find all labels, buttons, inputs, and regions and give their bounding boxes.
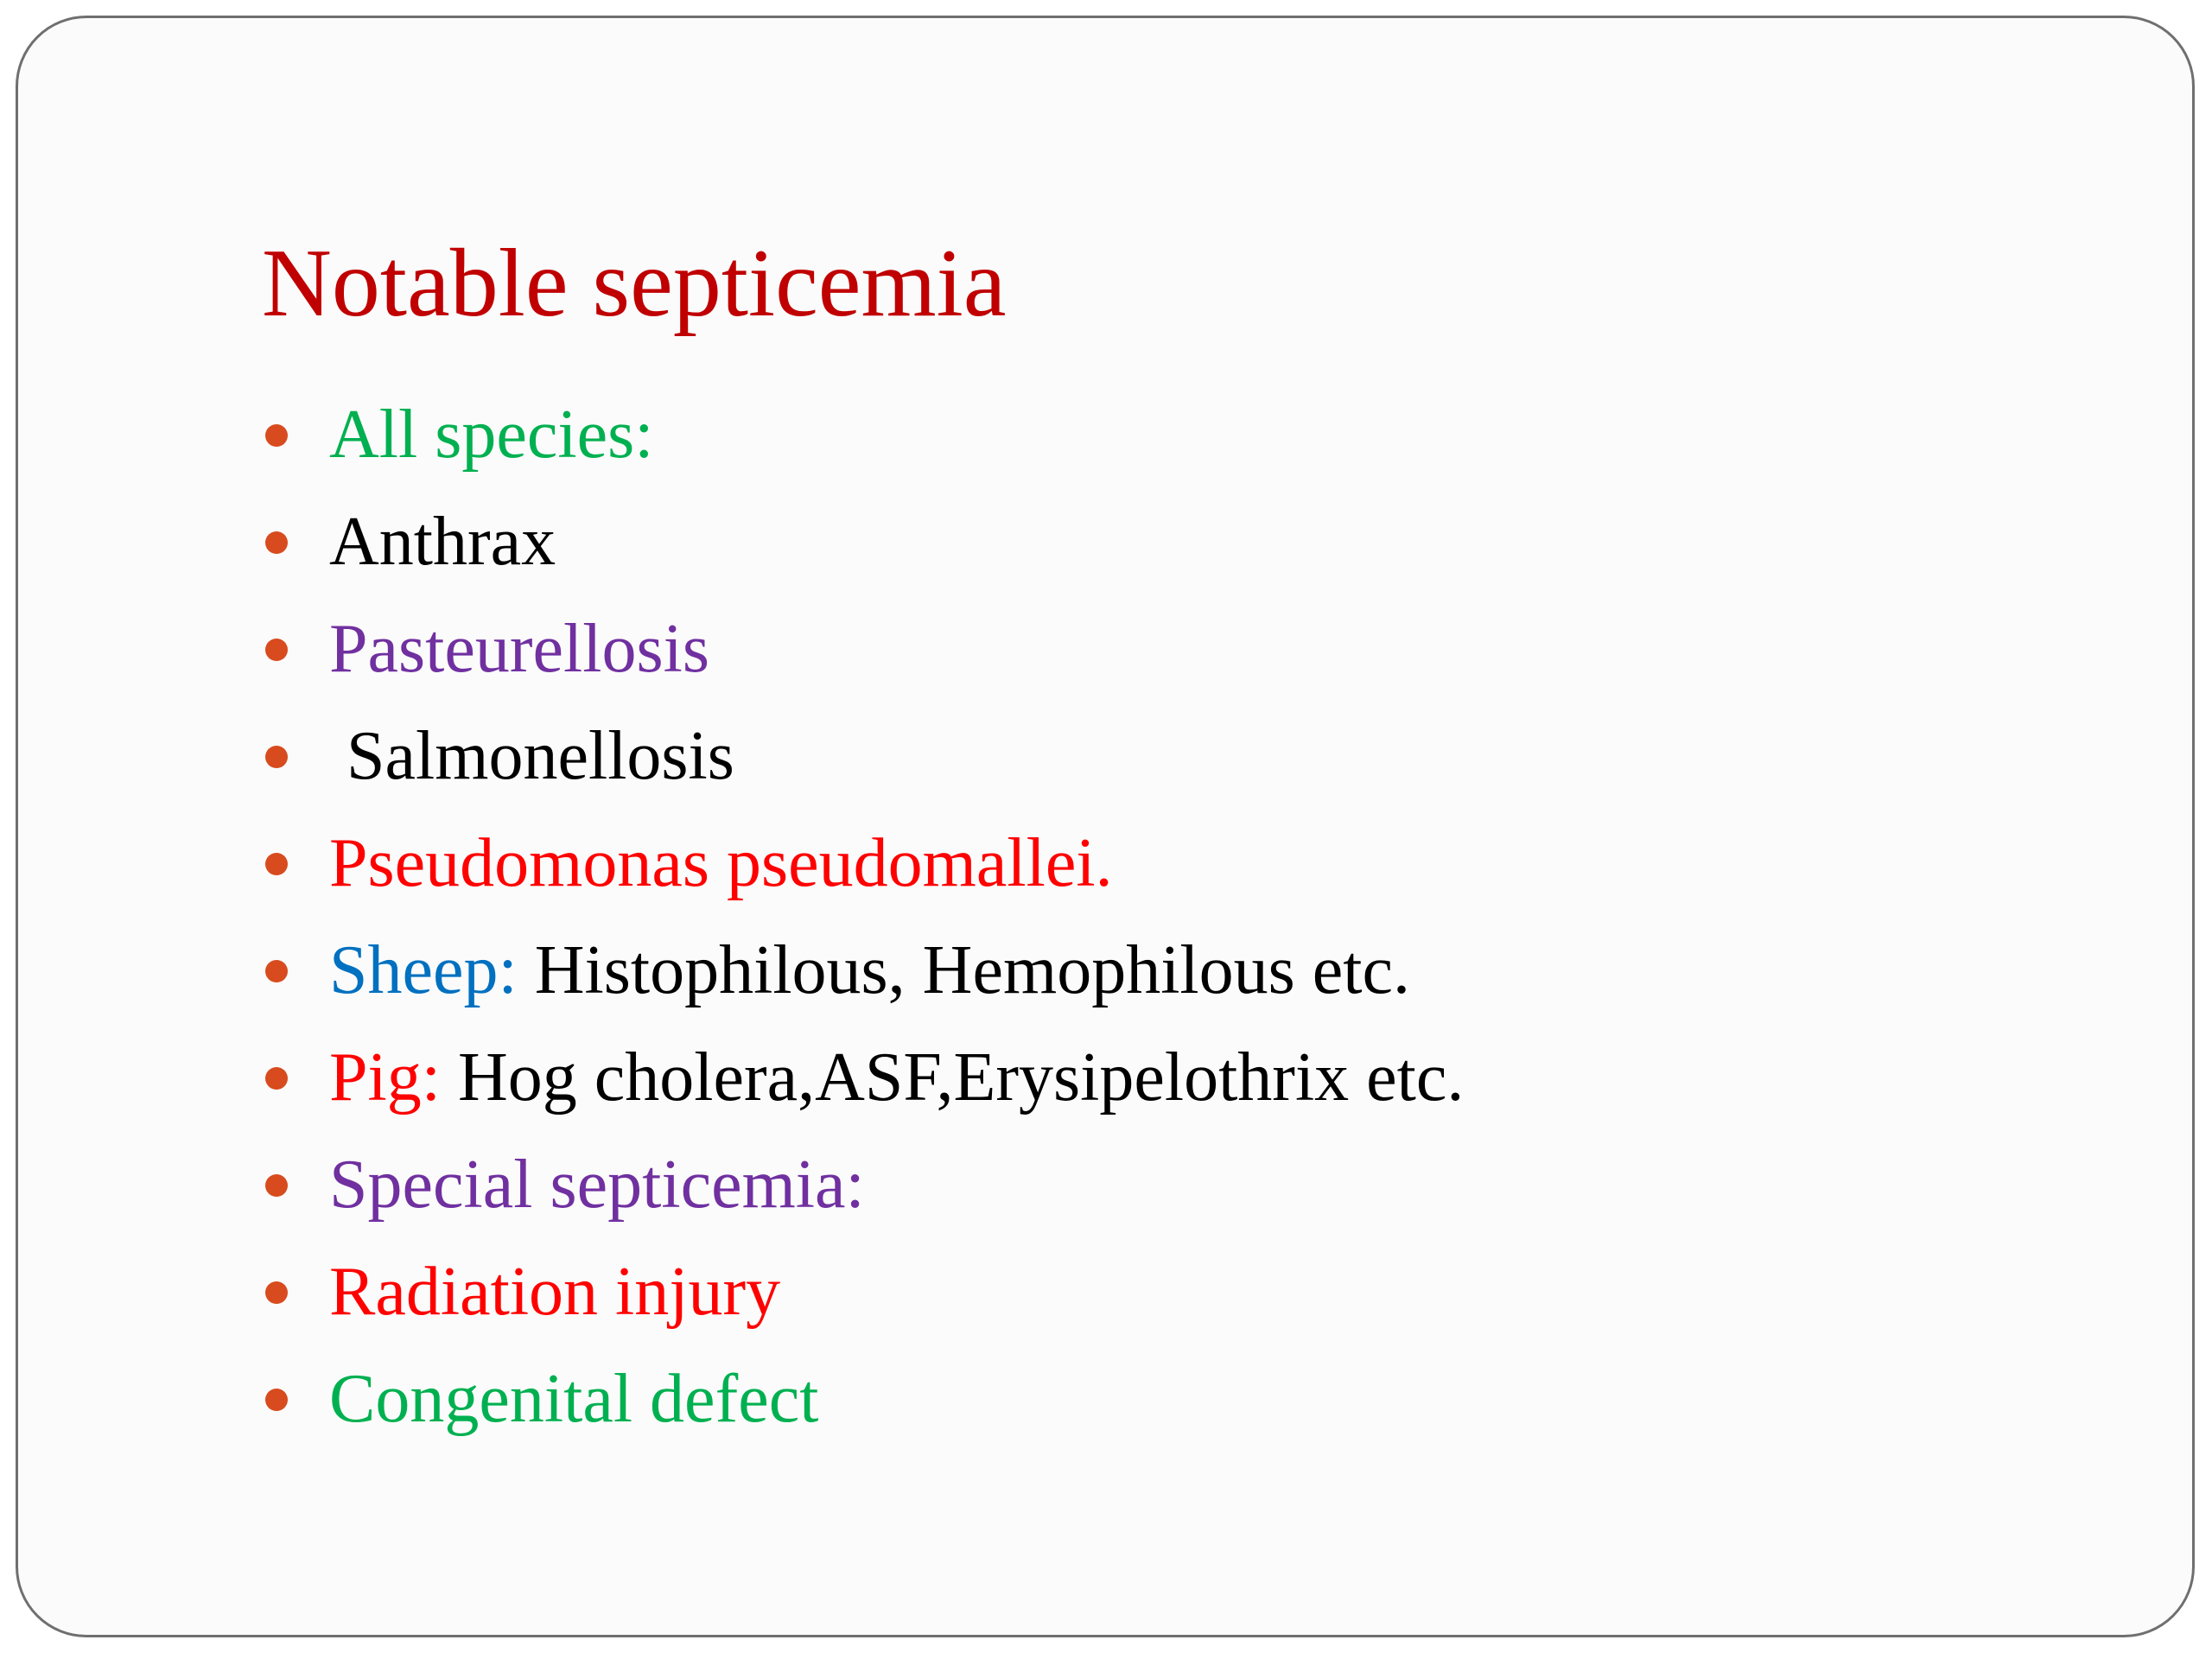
bullet-list [262, 381, 1464, 1452]
bullet-dot-icon [265, 639, 288, 661]
bullet-item [262, 1024, 1464, 1131]
bullet-text-detail: Histophilous, Hemophilous etc. [517, 932, 1411, 1008]
bullet-item [262, 917, 1464, 1024]
bullet-text: Pasteurellosis [329, 611, 709, 687]
bullet-text: Special septicemia: [329, 1147, 865, 1223]
slide-title: Notable septicemia [262, 230, 1007, 337]
bullet-text: All species: [329, 397, 654, 473]
bullet-item [262, 488, 1464, 595]
bullet-dot-icon [265, 746, 288, 768]
bullet-item [262, 1131, 1464, 1238]
bullet-item [262, 1238, 1464, 1345]
bullet-text: Anthrax [329, 504, 556, 580]
bullet-dot-icon [265, 1389, 288, 1411]
bullet-text: Pig: [329, 1039, 441, 1116]
bullet-text: Pseudomonas pseudomallei. [329, 825, 1113, 901]
bullet-item [262, 595, 1464, 702]
bullet-text-detail: Hog cholera,ASF,Erysipelothrix etc. [440, 1039, 1465, 1116]
bullet-item [262, 702, 1464, 810]
bullet-text: Congenital defect [329, 1361, 819, 1437]
bullet-item [262, 1345, 1464, 1452]
bullet-item [262, 810, 1464, 917]
bullet-dot-icon [265, 960, 288, 982]
slide-frame [16, 16, 2195, 1637]
bullet-dot-icon [265, 1067, 288, 1090]
bullet-text: Sheep: [329, 932, 518, 1008]
bullet-text: Salmonellosis [329, 718, 734, 794]
bullet-dot-icon [265, 1281, 288, 1304]
bullet-dot-icon [265, 424, 288, 447]
bullet-dot-icon [265, 853, 288, 875]
bullet-dot-icon [265, 531, 288, 554]
bullet-item [262, 381, 1464, 488]
bullet-dot-icon [265, 1174, 288, 1197]
bullet-text: Radiation injury [329, 1254, 781, 1330]
